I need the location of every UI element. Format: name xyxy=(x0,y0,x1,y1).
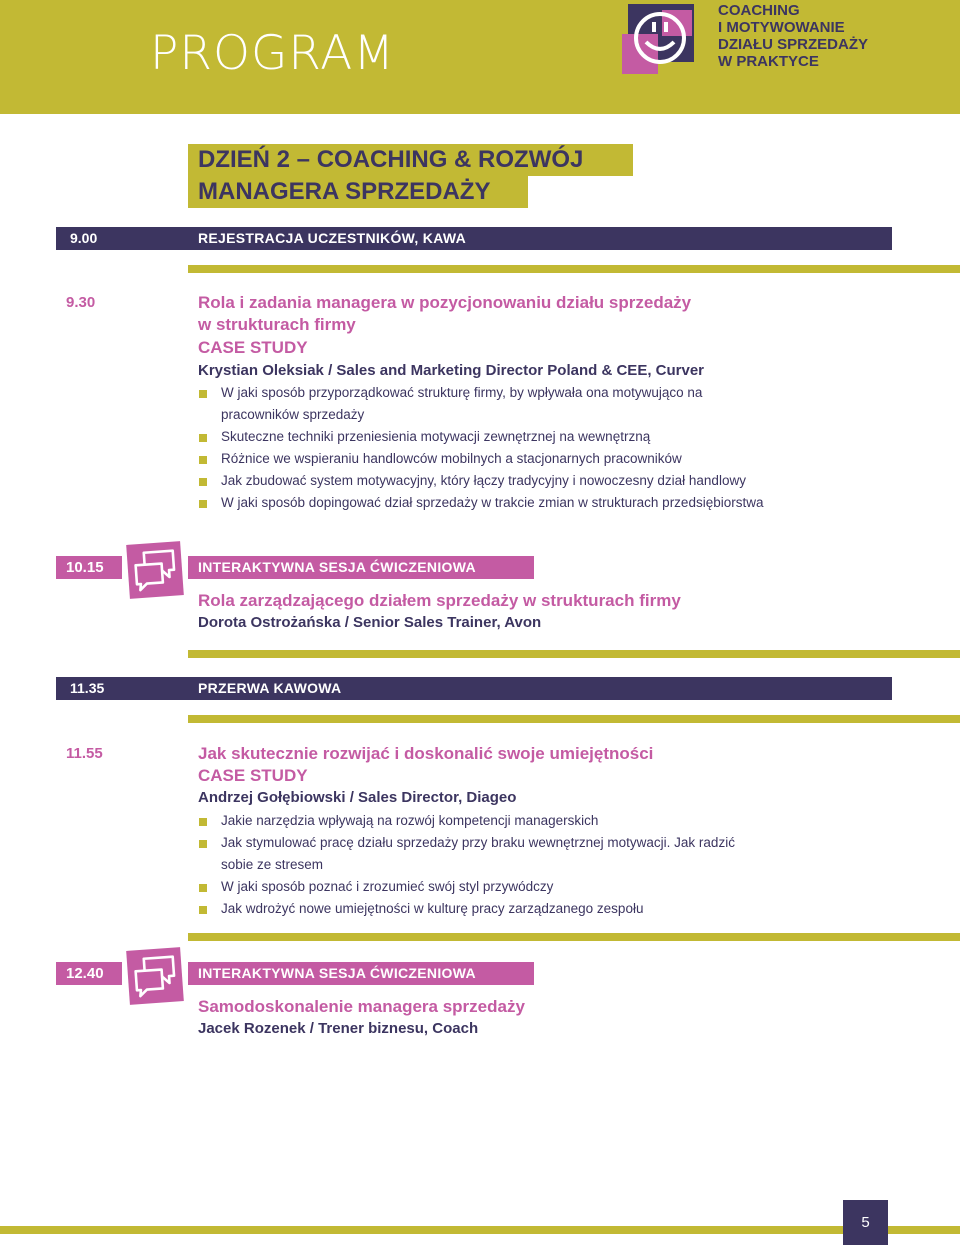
speaker: Andrzej Gołębiowski / Sales Director, Diageo xyxy=(198,789,517,806)
registration-bar xyxy=(56,227,892,250)
list-item: Jak zbudować system motywacyjny, który łączy tradycyjny i nowoczesny dział handlowy xyxy=(198,470,778,492)
agenda-label: REJESTRACJA UCZESTNIKÓW, KAWA xyxy=(198,230,466,246)
case-study-label: CASE STUDY xyxy=(198,766,308,785)
chat-bubbles-icon xyxy=(126,541,184,599)
workshop-title: Rola zarządzającego działem sprzedaży w strukturach firmy xyxy=(198,591,681,610)
list-item: W jaki sposób przyporządkować strukturę firmy, by wpływała ona motywująco na pracowników sprzedaży xyxy=(198,382,778,426)
page-title: PROGRAM xyxy=(150,26,395,81)
page-number: 5 xyxy=(843,1200,888,1245)
break-bar xyxy=(56,677,892,700)
session-title xyxy=(198,292,691,336)
chat-bubbles-icon xyxy=(126,947,184,1005)
divider-line xyxy=(188,715,960,723)
day-title-line-1: DZIEŃ 2 – COACHING & ROZWÓJ xyxy=(188,144,633,176)
logo-line: COACHING xyxy=(718,2,800,19)
session-title-line: Rola i zadania managera w pozycjonowaniu działu sprzedaży xyxy=(198,293,692,312)
list-item: W jaki sposób dopingować dział sprzedaży w trakcie zmian w strukturach przedsiębiorstwa xyxy=(198,492,878,514)
workshop-label: INTERAKTYWNA SESJA ĆWICZENIOWA xyxy=(188,556,534,579)
workshop-title: Samodoskonalenie managera sprzedaży xyxy=(198,997,525,1016)
logo-line: I MOTYWOWANIE xyxy=(718,19,845,36)
logo-wordmark xyxy=(718,2,868,70)
list-item: W jaki sposób poznać i zrozumieć swój styl przywódczy xyxy=(198,876,778,898)
agenda-time: 9.00 xyxy=(70,230,98,246)
workshop-time: 12.40 xyxy=(56,962,122,985)
session-time: 9.30 xyxy=(66,294,96,311)
list-item: Jakie narzędzia wpływają na rozwój kompetencji managerskich xyxy=(198,810,778,832)
topic-list xyxy=(198,382,778,514)
agenda-time: 11.35 xyxy=(70,680,105,696)
divider-line xyxy=(188,650,960,658)
speaker: Krystian Oleksiak / Sales and Marketing Director Poland & CEE, Curver xyxy=(198,362,705,379)
session-title-line: w strukturach firmy xyxy=(198,315,356,334)
smiley-logo-icon xyxy=(622,4,698,74)
session-time: 11.55 xyxy=(66,745,103,762)
workshop-time: 10.15 xyxy=(56,556,122,579)
case-study-label: CASE STUDY xyxy=(198,338,308,357)
list-item: Różnice we wspieraniu handlowców mobilnych a stacjonarnych pracowników xyxy=(198,448,778,470)
day-title-line-2: MANAGERA SPRZEDAŻY xyxy=(188,176,528,208)
topic-list xyxy=(198,810,778,920)
session-title: Jak skutecznie rozwijać i doskonalić swoje umiejętności xyxy=(198,744,654,763)
footer-line xyxy=(0,1226,960,1234)
list-item: Skuteczne techniki przeniesienia motywacji zewnętrznej na wewnętrzną xyxy=(198,426,778,448)
speaker: Jacek Rozenek / Trener biznesu, Coach xyxy=(198,1020,479,1037)
logo-line: W PRAKTYCE xyxy=(718,53,819,70)
speaker: Dorota Ostrożańska / Senior Sales Trainer, Avon xyxy=(198,614,542,631)
divider-line xyxy=(188,265,960,273)
list-item: Jak wdrożyć nowe umiejętności w kulturę pracy zarządzanego zespołu xyxy=(198,898,778,920)
agenda-label: PRZERWA KAWOWA xyxy=(198,680,342,696)
header-band xyxy=(0,0,960,114)
workshop-label: INTERAKTYWNA SESJA ĆWICZENIOWA xyxy=(188,962,534,985)
divider-line xyxy=(188,933,960,941)
logo-line: DZIAŁU SPRZEDAŻY xyxy=(718,36,868,53)
list-item: Jak stymulować pracę działu sprzedaży przy braku wewnętrznej motywacji. Jak radzić sobie ze stresem xyxy=(198,832,758,876)
